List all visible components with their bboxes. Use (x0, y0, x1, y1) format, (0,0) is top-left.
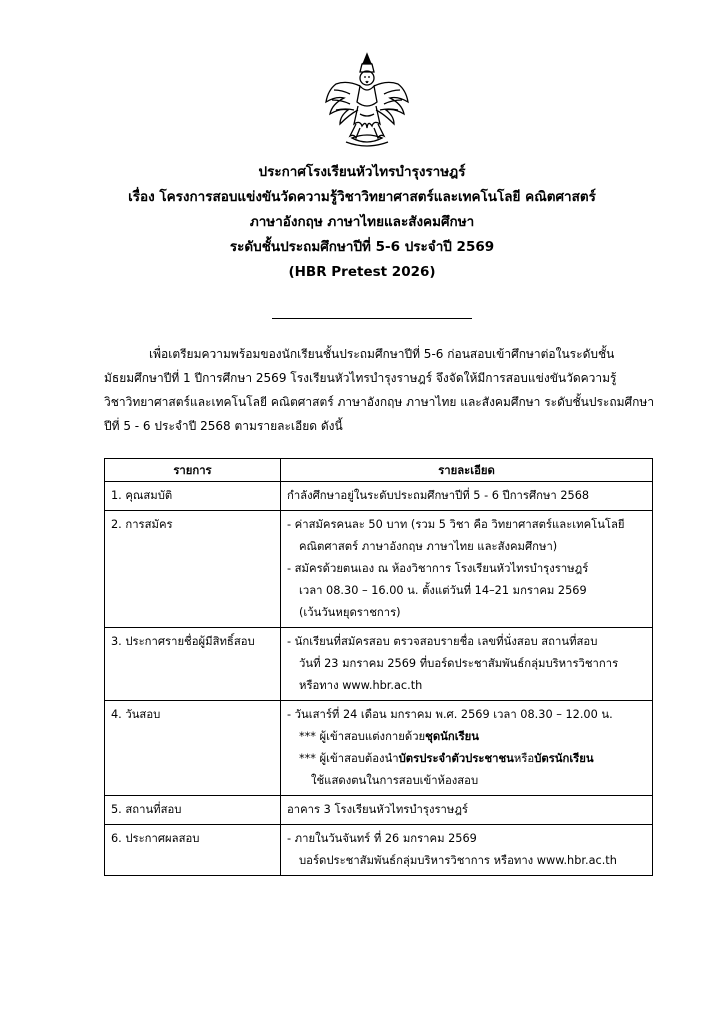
table-row (105, 511, 653, 628)
row-detail (281, 796, 653, 825)
intro-paragraph (104, 342, 656, 438)
header-item: รายการ (105, 459, 281, 482)
details-table (104, 458, 653, 876)
detail-line: วันที่ 23 มกราคม 2569 ที่บอร์ดประชาสัมพันธ์กลุ่มบริหารวิชาการ (299, 657, 619, 670)
detail-line: กำลังศึกษาอยู่ในระดับประถมศึกษาปีที่ 5 - 6 ปีการศึกษา 2568 (287, 489, 590, 502)
intro-line: เพื่อเตรียมความพร้อมของนักเรียนชั้นประถมศึกษาปีที่ 5-6 ก่อนสอบเข้าศึกษาต่อในระดับชั้น (149, 347, 615, 361)
note-text: หรือ (513, 752, 535, 765)
detail-line: (เว้นวันหยุดราชการ) (299, 606, 401, 619)
title-divider (272, 318, 472, 319)
row-item-label: 5. สถานที่สอบ (111, 803, 182, 816)
detail-line: - ค่าสมัครคนละ 50 บาท (รวม 5 วิชา คือ วิทยาศาสตร์และเทคโนโลยี (287, 518, 625, 531)
detail-line: - สมัครด้วยตนเอง ณ ห้องวิชาการ โรงเรียนหัวไทรบำรุงราษฎร์ (287, 562, 589, 575)
table-row (105, 796, 653, 825)
detail-line: - วันเสาร์ที่ 24 เดือน มกราคม พ.ศ. 2569 เวลา 08.30 – 12.00 น. (287, 708, 613, 721)
row-item-label: 1. คุณสมบัติ (111, 489, 173, 502)
note-bold-text: บัตรประจำตัวประชาชน (398, 752, 514, 765)
title-line: ระดับชั้นประถมศึกษาปีที่ 5-6 ประจำปี 2569 (229, 239, 495, 255)
row-item-label: 2. การสมัคร (111, 518, 173, 531)
row-detail (281, 511, 653, 628)
row-detail (281, 482, 653, 511)
detail-line: เวลา 08.30 – 16.00 น. ตั้งแต่วันที่ 14–21 มกราคม 2569 (299, 584, 587, 597)
intro-line: วิชาวิทยาศาสตร์และเทคโนโลยี คณิตศาสตร์ ภาษาอังกฤษ ภาษาไทย และสังคมศึกษา ระดับชั้นประถมศึกษา (104, 395, 655, 409)
title-line: เรื่อง โครงการสอบแข่งขันวัดความรู้วิชาวิทยาศาสตร์และเทคโนโลยี คณิตศาสตร์ (128, 189, 596, 205)
row-detail (281, 628, 653, 701)
id-card-note (287, 748, 646, 770)
row-item (105, 628, 281, 701)
row-item-label: 4. วันสอบ (111, 708, 161, 721)
header-detail: รายละเอียด (281, 459, 653, 482)
table-row (105, 482, 653, 511)
row-item (105, 701, 281, 796)
detail-line: ใช้แสดงตนในการสอบเข้าห้องสอบ (311, 774, 479, 787)
detail-line: อาคาร 3 โรงเรียนหัวไทรบำรุงราษฎร์ (287, 803, 468, 816)
detail-line: หรือทาง www.hbr.ac.th (299, 679, 423, 692)
note-bold-text: ชุดนักเรียน (425, 730, 480, 743)
row-detail (281, 701, 653, 796)
dress-code-note (287, 726, 646, 748)
note-text: *** ผู้เข้าสอบต้องนำ (299, 752, 399, 765)
title-line: ประกาศโรงเรียนหัวไทรบำรุงราษฎร์ (258, 164, 466, 180)
row-item (105, 796, 281, 825)
intro-line: มัธยมศึกษาปีที่ 1 ปีการศึกษา 2569 โรงเรียนหัวไทรบำรุงราษฎร์ จึงจัดให้มีการสอบแข่งขันวัดความรู้ (104, 371, 617, 385)
row-item (105, 825, 281, 876)
table-row (105, 628, 653, 701)
detail-line: - นักเรียนที่สมัครสอบ ตรวจสอบรายชื่อ เลขที่นั่งสอบ สถานที่สอบ (287, 635, 598, 648)
table-row (105, 825, 653, 876)
row-item (105, 511, 281, 628)
detail-line: บอร์ดประชาสัมพันธ์กลุ่มบริหารวิชาการ หรือทาง www.hbr.ac.th (299, 854, 617, 867)
garuda-emblem-icon (322, 50, 412, 150)
detail-line: - ภายในวันจันทร์ ที่ 26 มกราคม 2569 (287, 832, 477, 845)
note-bold-text: บัตรนักเรียน (534, 752, 594, 765)
row-item-label: 6. ประกาศผลสอบ (111, 832, 200, 845)
note-text: *** ผู้เข้าสอบแต่งกายด้วย (299, 730, 426, 743)
detail-line: คณิตศาสตร์ ภาษาอังกฤษ ภาษาไทย และสังคมศึกษา) (299, 540, 558, 553)
table-header-row (105, 459, 653, 482)
title-line: ภาษาอังกฤษ ภาษาไทยและสังคมศึกษา (249, 214, 475, 230)
announcement-title (0, 160, 724, 285)
row-item-label: 3. ประกาศรายชื่อผู้มีสิทธิ์สอบ (111, 635, 255, 648)
intro-line: ปีที่ 5 - 6 ประจำปี 2568 ตามรายละเอียด ดังนี้ (104, 419, 343, 433)
title-line: (HBR Pretest 2026) (288, 264, 436, 280)
table-row (105, 701, 653, 796)
row-detail (281, 825, 653, 876)
row-item (105, 482, 281, 511)
